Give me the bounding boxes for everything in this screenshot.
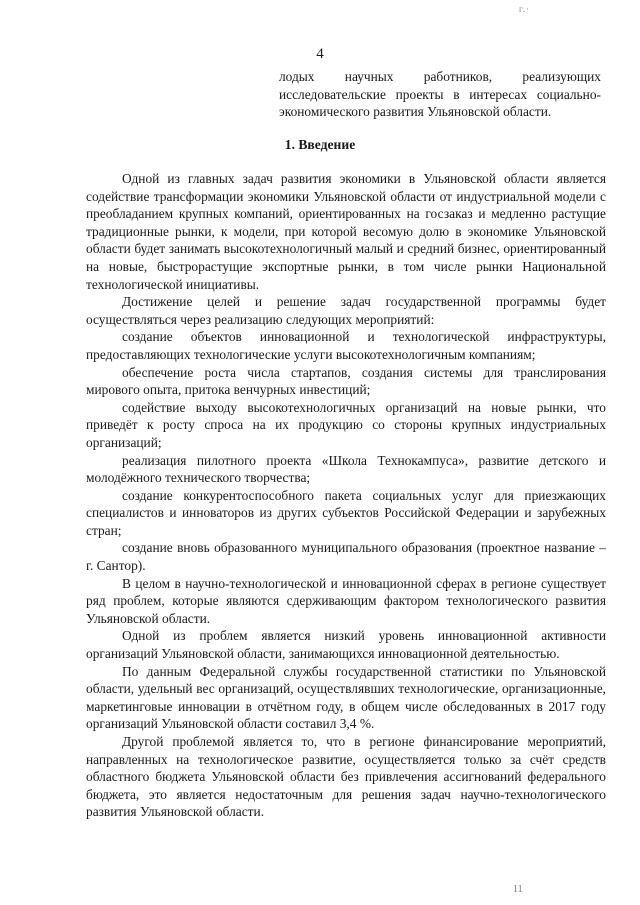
paragraph: Другой проблемой является то, что в регионе финансирование мероприятий, направленных на технологическое развитие, осуществляется только за счёт средств областного бюджета Ульяновской области без привлечения ассигнований федерального бюджета, это является недостаточным для решения задач научно-технологического развития Ульяновской области. xyxy=(86,734,606,820)
paragraph: В целом в научно-технологической и инновационной сферах в регионе существует ряд проблем, которые являются сдерживающим фактором технологического развития Ульяновской области. xyxy=(86,575,606,626)
paragraph: Одной из проблем является низкий уровень инновационной активности организаций Ульяновской области, занимающихся инновационной деятельностью. xyxy=(86,628,606,662)
list-item: создание объектов инновационной и технологической инфраструктуры, предоставляющих технологические услуги высокотехнологичным компаниям; xyxy=(86,329,606,362)
page-number: 4 xyxy=(316,46,324,62)
continued-text: лодых научных работников, реализующих исследовательские проекты в интересах социально-экономического развития Ульяновской области. xyxy=(279,69,601,120)
list-item: создание вновь образованного муниципального образования (проектное название – г. Сантор). xyxy=(86,540,606,574)
paragraph: По данным Федеральной службы государственной статистики по Ульяновской области, удельный вес организаций, осуществлявших технологические, организационные, маркетинговые инновации в отчётном году, в общем числе обследованных в 2017 году организаций Ульяновской области составил 3,4 %. xyxy=(86,663,606,732)
list-item: реализация пилотного проекта «Школа Технокампуса», развитие детского и молодёжного технического творчества; xyxy=(86,452,606,486)
paragraph: Достижение целей и решение задач государственной программы будет осуществляться через реализацию следующих мероприятий: xyxy=(86,294,606,327)
list-item: создание конкурентоспособного пакета социальных услуг для приезжающих специалистов и инноваторов из других субъектов Российской Федерации и зарубежных стран; xyxy=(86,487,606,538)
list-item: обеспечение роста числа стартапов, создания системы для транслирования мирового опыта, притока венчурных инвестиций; xyxy=(86,364,606,398)
corner-mark-bottom: 11 xyxy=(513,884,523,895)
section-heading: 1. Введение xyxy=(284,137,356,152)
list-item: содействие выходу высокотехнологичных организаций на новые рынки, что приведёт к росту спроса на их продукцию со стороны крупных индустриальных организаций; xyxy=(86,399,606,450)
corner-mark-top: г.· xyxy=(519,4,530,14)
paragraph: Одной из главных задач развития экономики в Ульяновской области является содействие трансформации экономики Ульяновской области от индустриальной модели с преобладанием крупных компаний, ориентированных на госзаказ и медленно растущие традиционные рынки, к модели, при которой весомую долю в экономике Ульяновской области будет занимать высокотехнологичный малый и средний бизнес, ориентированный на новые, быстрорастущие экспортные рынки, в том числе рынки Национальной технологической инициативы. xyxy=(86,171,606,292)
section-body xyxy=(86,170,606,821)
